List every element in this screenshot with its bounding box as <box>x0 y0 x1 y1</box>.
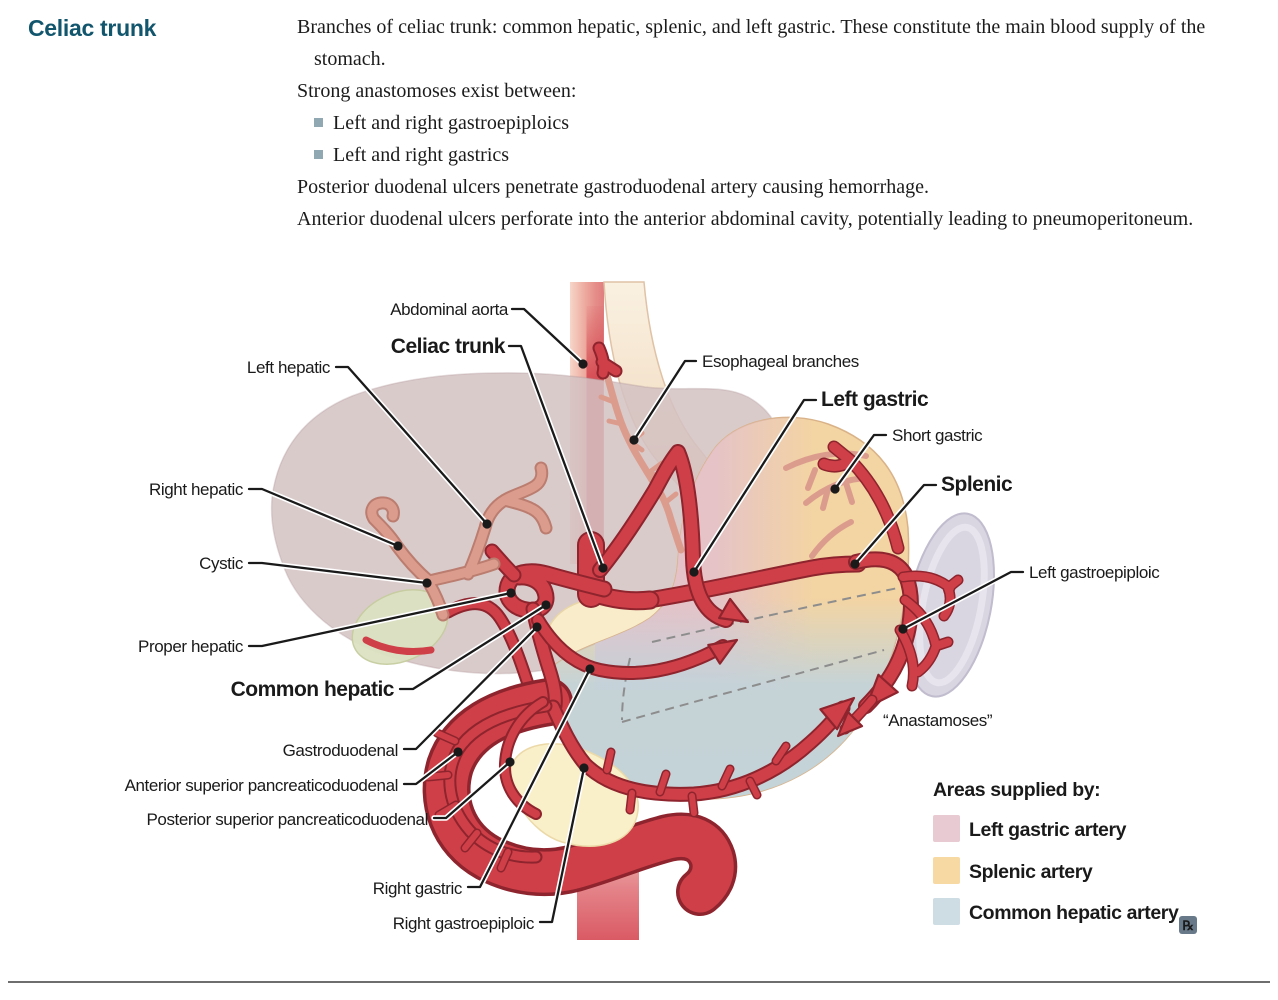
label-dot <box>898 624 907 633</box>
svg-text:Proper hepatic: Proper hepatic <box>138 637 243 656</box>
label-dot <box>532 622 541 631</box>
paragraph-anastomoses: Strong anastomoses exist between: <box>297 80 577 102</box>
svg-text:℞: ℞ <box>1182 918 1194 933</box>
svg-text:Right gastric: Right gastric <box>372 879 462 898</box>
legend-swatch-splenic <box>933 857 960 884</box>
legend-areas-supplied <box>933 779 1179 925</box>
label-dot <box>598 563 607 572</box>
list-item-text: Left and right gastroepiploics <box>333 112 570 134</box>
page-divider <box>8 981 1270 983</box>
label-dot <box>689 567 698 576</box>
svg-text:Left gastric: Left gastric <box>821 388 929 411</box>
legend-label: Left gastric artery <box>969 819 1127 841</box>
svg-text:Common hepatic: Common hepatic <box>230 678 394 701</box>
label-dot <box>482 519 491 528</box>
svg-text:Cystic: Cystic <box>199 554 243 573</box>
legend-label: Common hepatic artery <box>969 902 1179 924</box>
svg-text:“Anastamoses”: “Anastamoses” <box>883 711 993 730</box>
label-dot <box>453 747 462 756</box>
svg-text:Right gastroepiploic: Right gastroepiploic <box>392 914 534 933</box>
label-dot <box>830 484 839 493</box>
label-dot <box>629 435 638 444</box>
label-dot <box>422 578 431 587</box>
label-dot <box>585 664 594 673</box>
label-anastamoses <box>883 711 993 730</box>
svg-text:Posterior superior pancreatico: Posterior superior pancreaticoduodenal <box>146 810 428 829</box>
label-dot <box>850 559 859 568</box>
legend-swatch-common-hepatic <box>933 898 960 925</box>
svg-text:Left gastroepiploic: Left gastroepiploic <box>1029 563 1160 582</box>
label-dot <box>506 588 515 597</box>
svg-text:Anterior superior pancreaticod: Anterior superior pancreaticoduodenal <box>124 776 398 795</box>
paragraph-posterior-ulcers: Posterior duodenal ulcers penetrate gastroduodenal artery causing hemorrhage. <box>297 176 929 198</box>
legend-swatch-left-gastric <box>933 815 960 842</box>
svg-text:Left hepatic: Left hepatic <box>246 358 330 377</box>
svg-text:Abdominal aorta: Abdominal aorta <box>390 300 508 319</box>
paragraph-anterior-ulcers: Anterior duodenal ulcers perforate into the anterior abdominal cavity, potentially leading to pneumoperitoneum. <box>297 208 1194 230</box>
label-dot <box>578 359 587 368</box>
label-dot <box>541 600 550 609</box>
legend-title: Areas supplied by: <box>933 779 1101 801</box>
svg-text:Splenic: Splenic <box>941 473 1013 496</box>
svg-text:Gastroduodenal: Gastroduodenal <box>282 741 398 760</box>
list-item-text: Left and right gastrics <box>333 144 510 166</box>
label-dot <box>505 757 514 766</box>
rx-icon <box>1179 916 1197 934</box>
label-dot <box>579 763 588 772</box>
svg-text:Short gastric: Short gastric <box>892 426 983 445</box>
svg-text:Right hepatic: Right hepatic <box>148 480 243 499</box>
paragraph-branches: Branches of celiac trunk: common hepatic, splenic, and left gastric. These constitute the main blood supply of the stomach. <box>297 16 1206 70</box>
label-dot <box>393 541 402 550</box>
svg-text:Esophageal branches: Esophageal branches <box>702 352 859 371</box>
legend-label: Splenic artery <box>969 861 1093 883</box>
svg-text:Celiac trunk: Celiac trunk <box>390 335 505 358</box>
section-heading: Celiac trunk <box>28 15 157 41</box>
